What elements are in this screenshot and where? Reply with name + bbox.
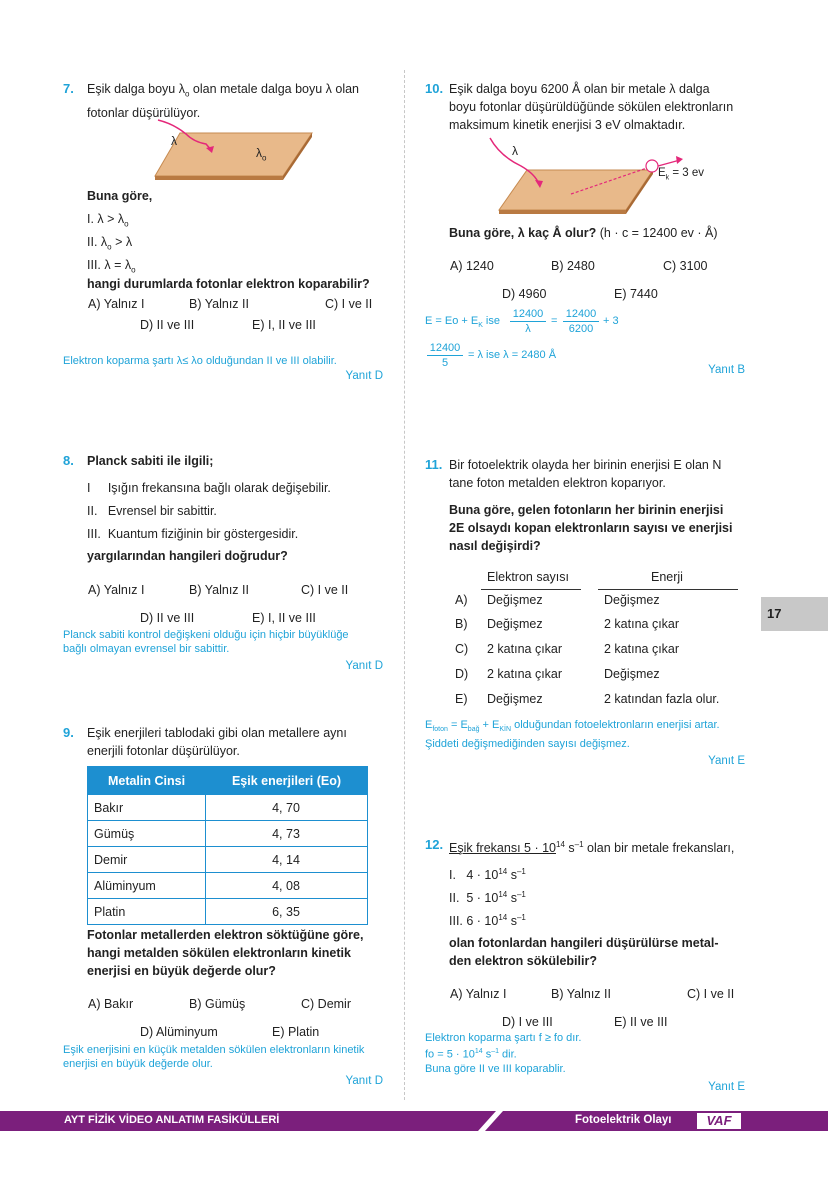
- q9-solution: Eşik enerjisini en küçük metalden sökülen elektronların kinetik enerjisi en büyük değerde olur.: [63, 1044, 365, 1070]
- q12-stem: Eşik frekansı $5 \cdot 10^{14}$ $s^{-1}$ olan bir metale frekansları,: [449, 840, 735, 856]
- column-divider: [404, 70, 405, 1100]
- q12-item-1: I. $4 \cdot 10^{14}$ $s^{-1}$: [449, 867, 526, 883]
- q9-metal-name: Alüminyum: [88, 873, 206, 899]
- q9-option-b: B) Gümüş: [189, 997, 246, 1011]
- q11-option-c-count: 2 katına çıkar: [487, 642, 563, 656]
- q7-item-3: III. $\lambda = \lambda_o$: [87, 258, 136, 275]
- q10-plus-3: + 3: [603, 315, 619, 327]
- q12-number: 12.: [425, 837, 444, 852]
- q8-number: 8.: [63, 453, 74, 468]
- q10-fraction-2: 12400 6200: [563, 307, 599, 336]
- q10-number: 10.: [425, 81, 444, 96]
- q9-metal-name: Demir: [88, 847, 206, 873]
- q7-fig-lambda: λ: [171, 134, 177, 148]
- q8-item-1: I Işığın frekansına bağlı olarak değişebilir.: [87, 481, 331, 495]
- q10-option-d: D) 4960: [502, 287, 547, 301]
- q9-option-e: E) Platin: [272, 1025, 320, 1039]
- q10-option-e: E) 7440: [614, 287, 658, 301]
- q10-fraction-3: 12400 5: [427, 341, 463, 370]
- q8-option-b: B) Yalnız II: [189, 583, 249, 597]
- q11-col-energy: Enerji: [651, 570, 683, 584]
- q12-question: olan fotonlardan hangileri düşürülürse metal- den elektron sökülebilir?: [449, 936, 719, 968]
- q11-option-d-count: 2 katına çıkar: [487, 667, 563, 681]
- q9-col-threshold: Eşik enerjileri (Eo): [206, 767, 368, 795]
- q7-stem: Eşik dalga boyu $\lambda_o$ olan metale dalga boyu λ olan fotonlar düşürülüyor.: [87, 82, 359, 120]
- q10-option-b: B) 2480: [551, 259, 595, 273]
- table-row: [88, 899, 368, 925]
- q7-option-c: C) I ve II: [325, 297, 373, 311]
- q10-equals-1: =: [551, 315, 558, 327]
- q10-solution-line-2: = λ ise λ = 2480 Å: [468, 349, 557, 361]
- q10-option-a: A) 1240: [450, 259, 494, 273]
- q7-item-2: II. $\lambda_o > \lambda$: [87, 235, 133, 252]
- q7-solution: Elektron koparma şartı λ≤ λo olduğundan II ve III olabilir.: [63, 355, 337, 367]
- q8-item-3: III. Kuantum fiziğinin bir göstergesidir.: [87, 527, 299, 541]
- footer-topic: Fotoelektrik Olayı: [575, 1114, 672, 1126]
- q7-item-1: I. $\lambda > \lambda_o$: [87, 212, 129, 229]
- q8-option-d: D) II ve III: [140, 611, 195, 625]
- q9-metals-table: [87, 766, 368, 925]
- page-number-tab: [761, 597, 828, 631]
- table-row: [88, 795, 368, 821]
- q9-stem: Eşik enerjileri tablodaki gibi olan metallere aynı enerjili fotonlar düşürülüyor.: [87, 726, 347, 758]
- q8-solution: Planck sabiti kontrol değişkeni olduğu için hiçbir büyüklüğe bağlı olmayan evrensel bir sabittir.: [63, 629, 349, 655]
- q11-option-d: D): [455, 667, 469, 681]
- q11-header-rule-2: [598, 589, 738, 590]
- q11-answer: Yanıt E: [708, 755, 745, 767]
- q10-answer: Yanıt B: [708, 364, 745, 376]
- q7-option-a: A) Yalnız I: [88, 297, 145, 311]
- q7-question: hangi durumlarda fotonlar elektron koparabilir?: [87, 277, 370, 291]
- q11-option-e-count: Değişmez: [487, 692, 543, 706]
- q11-solution: $E_{foton} = E_{bağ} + E_{KİN}$ olduğundan fotoelektronların enerjisi artar. Şiddeti değişmediğinden sayısı değişmez.: [425, 719, 720, 751]
- q8-stem: Planck sabiti ile ilgili;: [87, 454, 214, 468]
- q12-option-e: E) II ve III: [614, 1015, 668, 1029]
- q11-option-d-energy: Değişmez: [604, 667, 660, 681]
- q11-option-a-energy: Değişmez: [604, 593, 660, 607]
- q12-option-c: C) I ve II: [687, 987, 735, 1001]
- q8-answer: Yanıt D: [345, 660, 383, 672]
- footer-series-title: AYT FİZİK VİDEO ANLATIM FASİKÜLLERİ: [64, 1114, 280, 1126]
- page-number: 17: [767, 606, 782, 621]
- q12-option-b: B) Yalnız II: [551, 987, 611, 1001]
- q8-option-e: E) I, II ve III: [252, 611, 316, 625]
- q9-option-a: A) Bakır: [88, 997, 134, 1011]
- q7-lead: Buna göre,: [87, 189, 153, 203]
- q7-option-e: E) I, II ve III: [252, 318, 316, 332]
- q12-option-d: D) I ve III: [502, 1015, 553, 1029]
- footer-bar: [0, 1111, 828, 1131]
- q11-header-rule-1: [481, 589, 581, 590]
- q11-question: Buna göre, gelen fotonların her birinin enerjisi 2E olsaydı kopan elektronların sayısı ve enerjisi nasıl değişirdi?: [449, 503, 733, 553]
- q8-option-a: A) Yalnız I: [88, 583, 145, 597]
- q7-option-b: B) Yalnız II: [189, 297, 249, 311]
- q11-col-electron-count: Elektron sayısı: [487, 570, 569, 584]
- q12-solution: Elektron koparma şartı f ≥ fo dır. fo = $5 \cdot 10^{14}$ $s^{-1}$ dir. Buna göre II ve III koparablir.: [425, 1032, 582, 1075]
- q9-threshold-value: 4, 73: [206, 821, 368, 847]
- q9-number: 9.: [63, 725, 74, 740]
- q10-fraction-1: 12400 λ: [510, 307, 546, 336]
- q11-stem: Bir fotoelektrik olayda her birinin enerjisi E olan N tane foton metalden elektron koparıyor.: [449, 458, 722, 490]
- q9-threshold-value: 6, 35: [206, 899, 368, 925]
- q7-option-d: D) II ve III: [140, 318, 195, 332]
- q11-option-b: B): [455, 617, 468, 631]
- table-row: [88, 847, 368, 873]
- q12-item-2: II. $5 \cdot 10^{14}$ $s^{-1}$: [449, 890, 526, 906]
- table-row: [88, 873, 368, 899]
- q9-threshold-value: 4, 14: [206, 847, 368, 873]
- table-row: [88, 821, 368, 847]
- q9-threshold-value: 4, 08: [206, 873, 368, 899]
- q11-option-b-energy: 2 katına çıkar: [604, 617, 680, 631]
- q10-solution-line-1: $E = Eo + E_K$ ise: [425, 315, 500, 330]
- q11-option-a-count: Değişmez: [487, 593, 543, 607]
- q9-metal-name: Bakır: [88, 795, 206, 821]
- q11-option-e: E): [455, 692, 468, 706]
- q10-stem: Eşik dalga boyu 6200 Å olan bir metale λ dalga boyu fotonlar düşürüldüğünde sökülen elektronların maksimum kinetik enerjisi 3 eV olmaktadır.: [449, 82, 734, 132]
- q10-fig-ek: $E_k = 3$ ev: [658, 167, 705, 182]
- q9-metal-name: Gümüş: [88, 821, 206, 847]
- q11-option-c: C): [455, 642, 469, 656]
- q9-col-metal: Metalin Cinsi: [88, 767, 206, 795]
- q7-number: 7.: [63, 81, 74, 96]
- q12-option-a: A) Yalnız I: [450, 987, 507, 1001]
- q7-metal-plate-figure: [150, 118, 320, 183]
- q9-answer: Yanıt D: [345, 1075, 383, 1087]
- q9-metal-name: Platin: [88, 899, 206, 925]
- q8-option-c: C) I ve II: [301, 583, 349, 597]
- q7-answer: Yanıt D: [345, 370, 383, 382]
- q10-option-c: C) 3100: [663, 259, 708, 273]
- q10-question: Buna göre, λ kaç Å olur? (h · c = 12400 ev · Å): [449, 226, 718, 240]
- q8-item-2: II. Evrensel bir sabittir.: [87, 504, 217, 518]
- q11-option-e-energy: 2 katından fazla olur.: [604, 692, 720, 706]
- q11-option-c-energy: 2 katına çıkar: [604, 642, 680, 656]
- q9-option-d: D) Alüminyum: [140, 1025, 218, 1039]
- q10-fig-lambda: λ: [512, 144, 518, 158]
- q12-item-3: III. $6 \cdot 10^{14}$ $s^{-1}$: [449, 913, 526, 929]
- publisher-logo: VAF: [697, 1113, 741, 1129]
- q7-fig-lambda0: $\lambda_o$: [256, 146, 267, 163]
- q8-question: yargılarından hangileri doğrudur?: [87, 549, 288, 563]
- q11-option-a: A): [455, 593, 468, 607]
- q11-option-b-count: Değişmez: [487, 617, 543, 631]
- q9-threshold-value: 4, 70: [206, 795, 368, 821]
- q9-question: Fotonlar metallerden elektron söktüğüne göre, hangi metalden sökülen elektronların kinetik enerjisi en büyük değerde olur?: [87, 928, 364, 978]
- q12-answer: Yanıt E: [708, 1081, 745, 1093]
- q11-number: 11.: [425, 457, 443, 472]
- q9-option-c: C) Demir: [301, 997, 351, 1011]
